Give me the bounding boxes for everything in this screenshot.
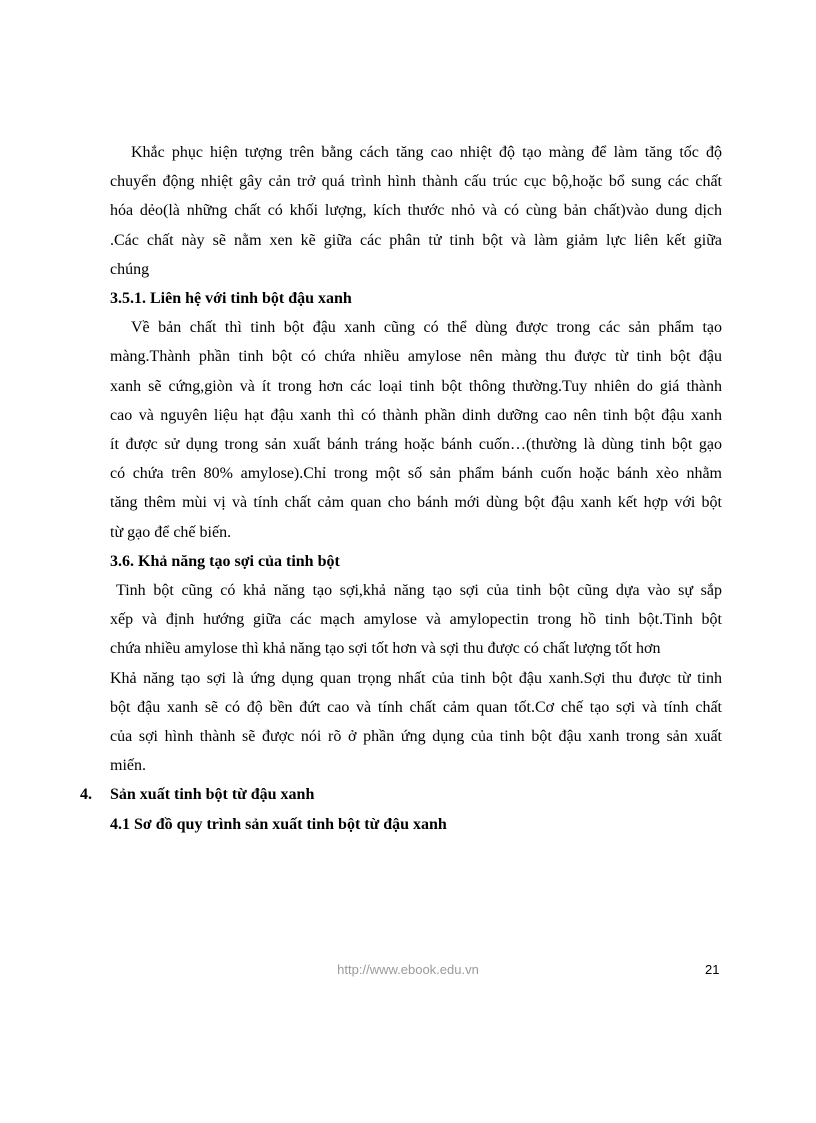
text-line: từ gạo để chế biến. xyxy=(110,523,232,541)
text-line: tăng thêm mùi vị và tính chất cảm quan cho bánh mới dùng bột đậu xanh kết hợp với bột xyxy=(110,494,722,512)
text-line: chứa nhiều amylose thì khả năng tạo sợi tốt hơn và sợi thu được có chất lượng tốt hơn xyxy=(110,640,661,658)
text-line: có chứa trên 80% amylose).Chỉ trong một số sản phẩm bánh cuốn hoặc bánh xèo nhằm xyxy=(110,465,722,483)
text-line: ít được sử dụng trong sản xuất bánh tráng hoặc bánh cuốn…(thường là dùng tinh bột gạo xyxy=(110,436,722,454)
text-line: của sợi hình thành sẽ được nói rõ ở phần ứng dụng của tinh bột đậu xanh trong sản xuất xyxy=(110,728,722,746)
section-heading-4 xyxy=(80,780,722,809)
section-heading-4-1: 4.1 Sơ đồ quy trình sản xuất tinh bột từ đậu xanh xyxy=(110,815,447,833)
section-heading-3-5-1: 3.5.1. Liên hệ với tinh bột đậu xanh xyxy=(110,290,352,308)
text-line: màng.Thành phần tinh bột có chứa nhiều amylose nên màng thu được từ tinh bột đậu xyxy=(110,348,722,366)
text-line: chúng xyxy=(110,260,150,278)
text-line: xanh sẽ cứng,giòn và ít trong hơn các loại tinh bột thông thường.Tuy nhiên do giá thành xyxy=(110,377,722,395)
paragraph-fiber-application xyxy=(110,664,722,781)
text-line: xếp và định hướng giữa các mạch amylose và amylopectin trong hồ tinh bột.Tinh bột xyxy=(110,611,722,629)
section-title: Sản xuất tinh bột từ đậu xanh xyxy=(110,786,315,804)
text-line: Khắc phục hiện tượng trên bằng cách tăng cao nhiệt độ tạo màng để làm tăng tốc độ xyxy=(131,144,722,161)
text-line: bột đậu xanh sẽ có độ bền đứt cao và tính chất cảm quan tốt.Cơ chế tạo sợi và tính chất xyxy=(110,698,722,716)
text-line: Về bản chất thì tinh bột đậu xanh cũng có thể dùng được trong các sản phẩm tạo xyxy=(131,319,722,337)
document-body xyxy=(80,138,722,839)
section-heading-3-6: 3.6. Khả năng tạo sợi của tinh bột xyxy=(110,552,340,570)
paragraph-overcoming-phenomenon xyxy=(110,138,722,284)
text-line: .Các chất này sẽ nằm xen kẽ giữa các phân tử tinh bột và làm giảm lực liên kết giữa xyxy=(110,231,722,249)
text-line: cao và nguyên liệu hạt đậu xanh thì có thành phần dinh dưỡng cao nên tinh bột đậu xanh xyxy=(110,406,722,424)
text-line: miến. xyxy=(110,757,146,775)
footer-url: http://www.ebook.edu.vn xyxy=(337,962,479,977)
paragraph-mung-bean-starch-relation xyxy=(110,313,722,547)
paragraph-fiber-forming-ability xyxy=(110,576,722,664)
text-line: hóa dẻo(là những chất có khối lượng, kích thước nhỏ và có cùng bản chất)vào dung dịch xyxy=(110,202,722,220)
text-line: Khả năng tạo sợi là ứng dụng quan trọng nhất của tinh bột đậu xanh.Sợi thu được từ tinh xyxy=(110,669,722,687)
text-line: chuyển động nhiệt gây cản trở quá trình hình thành cấu trúc cục bộ,hoặc bổ sung các chất xyxy=(110,173,722,191)
section-number: 4. xyxy=(80,786,92,804)
page-number: 21 xyxy=(705,962,720,977)
text-line: Tinh bột cũng có khả năng tạo sợi,khả năng tạo sợi của tinh bột cũng dựa vào sự sắp xyxy=(116,582,722,600)
